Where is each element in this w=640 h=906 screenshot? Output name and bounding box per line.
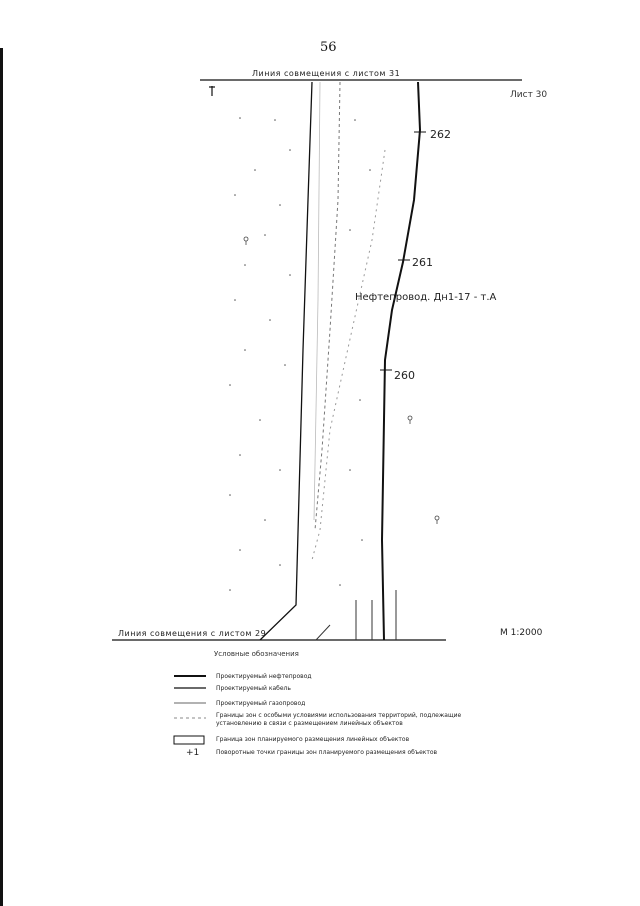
scale-label: М 1:2000 (500, 628, 543, 638)
pk260-label: 260 (394, 369, 415, 382)
legend-item-rect: Граница зон планируемого размещения линейных объектов (216, 736, 410, 743)
sheet-label: Лист 30 (510, 90, 548, 100)
legend-item-gas: Проектируемый газопровод (216, 700, 306, 707)
terrain-symbols (229, 117, 371, 591)
zone-boundary-faint (314, 82, 320, 520)
legend-item-oil: Проектируемый нефтепровод (216, 673, 312, 680)
legend-symbol-rect (174, 736, 204, 744)
top-match-line-label: Линия совмещения с листом 31 (252, 69, 401, 78)
legend-item-zone: Границы зон с особыми условиями использования территорий, подлежащие установлению в связи с размещением линейных объектов (216, 712, 462, 727)
legend-symbols (170, 668, 210, 758)
page-number: 56 (320, 40, 337, 55)
oil-pipeline-line (382, 82, 420, 640)
bottom-diag (316, 625, 330, 640)
zone-boundary-left (260, 82, 312, 640)
pipeline-label: Нефтепровод. Дн1-17 - т.А (355, 292, 497, 303)
legend-marker-symbol: +1 (186, 748, 200, 758)
legend-title: Условные обозначения (214, 650, 299, 658)
zone-boundary-dashed-2 (312, 150, 385, 560)
pk261-label: 261 (412, 256, 433, 269)
pk262-label: 262 (430, 128, 451, 141)
bottom-match-line-label: Линия совмещения с листом 29 (118, 629, 267, 638)
legend-item-cable: Проектируемый кабель (216, 685, 291, 692)
legend-item-points: Поворотные точки границы зон планируемого размещения объектов (216, 749, 438, 756)
zone-boundary-dashed-1 (315, 82, 340, 530)
